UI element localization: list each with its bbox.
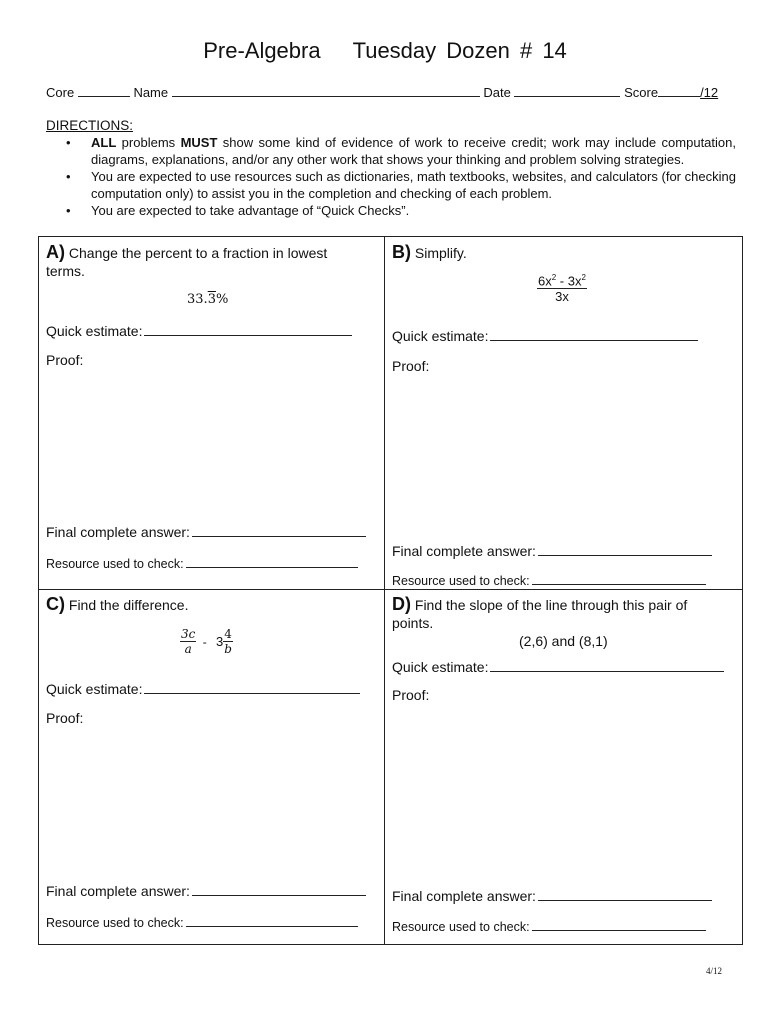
page-title	[0, 38, 770, 64]
problem-c-expression: $\frac{3c}{a}$ - 3 $\frac{4}{b}$	[181, 627, 232, 656]
problem-d-quick-estimate: Quick estimate:	[392, 659, 724, 675]
final-answer-field[interactable]	[192, 883, 366, 896]
problem-d-points: (2,6) and (8,1)	[519, 633, 608, 649]
problem-c-quick-estimate: Quick estimate:	[46, 681, 360, 697]
final-answer-field[interactable]	[538, 888, 712, 901]
grid-divider-vertical	[384, 237, 385, 945]
problem-c-prompt: C) Find the difference.	[46, 594, 189, 614]
page-number: 4/12	[706, 966, 723, 976]
problem-d-resource: Resource used to check:	[392, 918, 706, 934]
score-field[interactable]	[658, 84, 700, 97]
problem-b-expression: $\frac{6x^2 - 3x^2}{3x}$	[538, 273, 586, 305]
quick-estimate-field[interactable]	[144, 681, 360, 694]
assignment-title: Tuesday Dozen # 14	[352, 38, 567, 63]
quick-estimate-field[interactable]	[144, 323, 352, 336]
resource-field[interactable]	[186, 914, 358, 927]
final-answer-field[interactable]	[192, 524, 366, 537]
subject-title: Pre-Algebra	[203, 38, 321, 63]
problem-b-proof-label: Proof:	[392, 358, 430, 374]
score-total: /12	[700, 85, 719, 100]
quick-estimate-field[interactable]	[490, 328, 698, 341]
problem-c-proof-label: Proof:	[46, 710, 84, 726]
problem-c-final-answer: Final complete answer:	[46, 883, 366, 899]
directions-list	[46, 134, 736, 219]
problem-b-final-answer: Final complete answer:	[392, 543, 712, 559]
date-label: Date	[483, 85, 511, 100]
resource-field[interactable]	[186, 555, 358, 568]
grid-divider-horizontal	[39, 589, 743, 590]
final-answer-field[interactable]	[538, 543, 712, 556]
resource-field[interactable]	[532, 918, 706, 931]
problem-a-prompt: A) Change the percent to a fraction in lowest terms.	[46, 242, 328, 279]
core-field[interactable]	[78, 84, 130, 97]
problem-a-expression: 33.3%	[187, 292, 229, 307]
problem-b-resource: Resource used to check:	[392, 572, 706, 588]
problem-grid	[38, 236, 743, 945]
core-label: Core	[46, 85, 75, 100]
problem-b-quick-estimate: Quick estimate:	[392, 328, 698, 344]
info-line	[46, 84, 738, 100]
direction-item: • You are expected to take advantage of “Quick Checks”.	[46, 202, 736, 219]
directions-title: DIRECTIONS:	[46, 118, 134, 133]
problem-a-proof-label: Proof:	[46, 352, 84, 368]
score-label: Score	[624, 85, 659, 100]
problem-b-prompt: B) Simplify.	[392, 242, 467, 262]
date-field[interactable]	[514, 84, 620, 97]
problem-d-prompt: D) Find the slope of the line through this pair of points.	[392, 594, 688, 631]
problem-a-quick-estimate: Quick estimate:	[46, 323, 352, 339]
problem-d-proof-label: Proof:	[392, 687, 430, 703]
name-field[interactable]	[172, 84, 480, 97]
problem-d-final-answer: Final complete answer:	[392, 888, 712, 904]
quick-estimate-field[interactable]	[490, 659, 724, 672]
resource-field[interactable]	[532, 572, 706, 585]
problem-a-resource: Resource used to check:	[46, 555, 358, 571]
direction-item: • You are expected to use resources such as dictionaries, math textbooks, websites, and calculators (for checking computation only) to assist you in the completion and checking of each problem.	[46, 168, 736, 202]
problem-a-final-answer: Final complete answer:	[46, 524, 366, 540]
direction-item: • ALL problems MUST show some kind of evidence of work to receive credit; work may include computation, diagrams, explanations, and/or any other work that shows your thinking and problem solving strategies.	[46, 134, 736, 168]
name-label: Name	[133, 85, 169, 100]
problem-c-resource: Resource used to check:	[46, 914, 358, 930]
